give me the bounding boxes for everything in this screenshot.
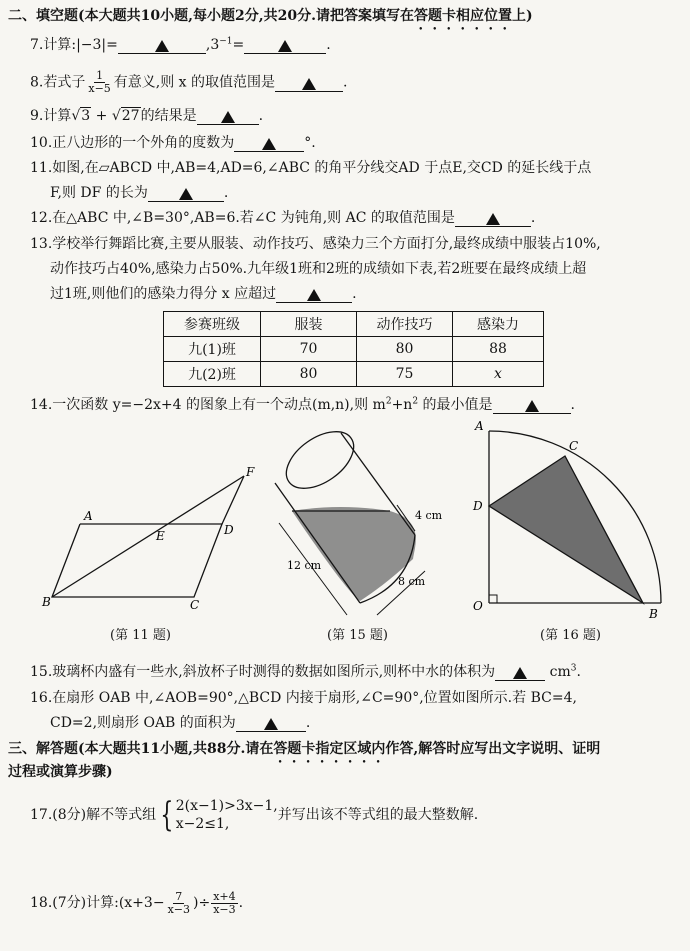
cup-rim: [276, 420, 363, 500]
q11-end: .: [223, 185, 229, 201]
triangle-icon: [179, 188, 193, 200]
q8-answer-blank[interactable]: [275, 76, 343, 92]
label-o: O: [473, 599, 483, 613]
q9-sqrt-2: 27: [121, 108, 140, 124]
figure-16: [465, 420, 680, 620]
label-b: B: [649, 607, 658, 621]
table-header-row: [164, 312, 544, 337]
label-a: A: [475, 419, 484, 433]
label-b: B: [42, 595, 51, 609]
question-13-line-1: [30, 234, 601, 254]
q15-answer-blank[interactable]: [495, 665, 545, 681]
q15-unit-sup: 3: [570, 663, 577, 674]
table-cell: 80: [261, 362, 357, 387]
q18-f2-num: x+4: [213, 889, 236, 903]
q13-number: 13.: [30, 236, 53, 252]
parallelogram-abcd: [52, 524, 222, 597]
dim-8cm: 8 cm: [398, 575, 426, 588]
q14-text-a: 一次函数 y=−2x+4 的图象上有一个动点(m,n),则 m: [52, 397, 386, 413]
q17-score: (8分): [52, 807, 87, 823]
q14-sup-2: 2: [412, 396, 419, 407]
q9-end: .: [258, 108, 264, 124]
q8-text-b: 有意义,则 x 的取值范围是: [113, 74, 276, 91]
table-cell: 70: [261, 337, 357, 362]
q9-sqrt-1: 3: [81, 108, 91, 124]
q18-f2-den: x−3: [213, 902, 236, 916]
table-header-cell: 参赛班级: [164, 312, 261, 337]
figure-11: [40, 462, 270, 622]
q10-number: 10.: [30, 135, 53, 151]
q18-number: 18.: [30, 895, 53, 911]
question-8: [30, 70, 347, 95]
figure-15: [265, 425, 465, 625]
section3-title: 三、解答题: [8, 741, 78, 757]
question-14: [30, 395, 575, 415]
q8-end: .: [343, 74, 348, 91]
q10-end: °.: [304, 135, 316, 151]
q9-plus: +: [91, 108, 112, 124]
q9-answer-blank[interactable]: [197, 109, 259, 125]
question-11-line-2: [50, 183, 228, 203]
q13-line2: 动作技巧占40%,感染力占50%.九年级1班和2班的成绩如下表,若2班要在最终成绩上超: [50, 261, 587, 277]
q12-end: .: [530, 210, 536, 226]
q15-end: .: [576, 664, 581, 680]
q18-end: .: [238, 895, 244, 911]
question-16-line-1: [30, 688, 577, 708]
q16-line2: CD=2,则扇形 OAB 的面积为: [50, 715, 236, 731]
q8-text-a: 若式子: [43, 74, 86, 91]
triangle-icon: [264, 718, 278, 730]
triangle-bcd: [489, 456, 643, 603]
brace-icon: {: [160, 795, 174, 835]
triangle-icon: [302, 78, 316, 90]
section2-note-b: 上): [511, 8, 533, 24]
q16-answer-blank[interactable]: [236, 716, 306, 732]
q12-answer-blank[interactable]: [455, 211, 531, 227]
table-cell: 80: [357, 337, 453, 362]
table-cell: 九(1)班: [164, 337, 261, 362]
q8-number: 8.: [30, 74, 44, 91]
q18-score: (7分): [52, 895, 87, 911]
question-18: [30, 888, 243, 918]
q16-number: 16.: [30, 690, 53, 706]
table-cell: x: [453, 362, 544, 387]
q13-line3: 过1班,则他们的感染力得分 x 应超过: [50, 286, 277, 302]
q11-line1: 如图,在▱ABCD 中,AB=4,AD=6,∠ABC 的角平分线交AD 于点E,交CD 的延长线于点: [52, 160, 592, 176]
q7-number: 7.: [30, 37, 44, 53]
triangle-icon: [525, 400, 539, 412]
table-row: [164, 337, 544, 362]
table-cell: 88: [453, 337, 544, 362]
question-13-line-3: [50, 284, 357, 304]
triangle-icon: [486, 213, 500, 225]
right-angle-o: [489, 595, 497, 603]
q14-text-b: +n: [391, 397, 413, 413]
q13-answer-blank[interactable]: [276, 287, 352, 303]
q17-ineq-1: 2(x−1)>3x−1,: [175, 798, 278, 814]
question-9: 9.计算√3 + √27的结果是 .: [30, 108, 264, 124]
section3-line2: 过程或演算步骤): [8, 764, 113, 780]
table-row: [164, 362, 544, 387]
table-header-cell: 动作技巧: [357, 312, 453, 337]
q18-text-a: 计算:(x+3−: [86, 895, 165, 911]
q18-f1-den: x−3: [167, 902, 190, 916]
q15-text: 玻璃杯内盛有一些水,斜放杯子时测得的数据如图所示,则杯中水的体积为: [52, 664, 496, 680]
question-7: [30, 35, 331, 55]
q8-frac-num: 1: [96, 69, 104, 82]
section3-header-line-2: [8, 762, 113, 782]
label-d: D: [473, 499, 483, 513]
label-c: C: [190, 598, 200, 612]
question-15: [30, 662, 581, 682]
dim-12cm: 12 cm: [287, 559, 322, 572]
figure-11-caption: (第 11 题): [110, 628, 171, 643]
table-cell: 75: [357, 362, 453, 387]
label-d: D: [224, 523, 234, 537]
q7-text-a: 计算:|−3|=: [43, 37, 118, 53]
section2-note-a: (本大题共10小题,每小题2分,共20分.请把答案填写在: [78, 8, 414, 24]
question-13-line-2: [50, 259, 586, 279]
q11-number: 11.: [30, 160, 53, 176]
q14-number: 14.: [30, 397, 53, 413]
question-16-line-2: [50, 713, 310, 733]
section2-title: 二、填空题: [8, 8, 78, 24]
triangle-icon: [513, 667, 527, 679]
question-17: [30, 796, 478, 834]
q9-text-b: 的结果是: [140, 108, 197, 124]
section2-note-dotted: 答题卡相应位置: [413, 8, 512, 24]
q14-answer-blank[interactable]: [493, 398, 571, 414]
q17-ineq-2: x−2≤1,: [175, 816, 230, 832]
table-header-cell: 感染力: [453, 312, 544, 337]
triangle-icon: [221, 111, 235, 123]
q11-answer-blank[interactable]: [148, 186, 224, 202]
q12-text: 在△ABC 中,∠B=30°,AB=6.若∠C 为钝角,则 AC 的取值范围是: [52, 210, 455, 226]
section3-note-b: 作答,解答时应写出文字说明、证明: [385, 741, 601, 757]
q12-number: 12.: [30, 210, 53, 226]
q8-frac-den: x−5: [88, 82, 111, 95]
q8-fraction: [86, 70, 112, 95]
triangle-icon: [262, 138, 276, 150]
q10-answer-blank[interactable]: [234, 136, 304, 152]
q9-number: 9.: [30, 108, 44, 124]
section2-header: [8, 6, 533, 33]
q16-end: .: [305, 715, 311, 731]
q7-text-c: =: [232, 37, 245, 53]
q7-end: .: [326, 37, 331, 53]
q14-text-c: 的最小值是: [418, 397, 493, 413]
q13-line1: 学校举行舞蹈比赛,主要从服装、动作技巧、感染力三个方面打分,最终成绩中服装占10%,: [52, 236, 601, 252]
q16-line1: 在扇形 OAB 中,∠AOB=90°,△BCD 内接于扇形,∠C=90°,位置如图所示.若 BC=4,: [52, 690, 577, 706]
q7-answer-blank-1[interactable]: [118, 38, 206, 54]
q11-line2: F,则 DF 的长为: [50, 185, 148, 201]
q7-text-b: ,3: [205, 37, 220, 53]
q17-text-b: 并写出该不等式组的最大整数解.: [277, 807, 479, 823]
question-10: [30, 133, 316, 153]
q10-text: 正八边形的一个外角的度数为: [52, 135, 235, 151]
line-b-f: [52, 476, 244, 597]
triangle-icon: [278, 40, 292, 52]
question-11-line-1: [30, 158, 591, 178]
figure-16-caption: (第 16 题): [540, 628, 601, 643]
q9-text-a: 计算: [43, 108, 72, 124]
q15-unit: cm: [545, 664, 571, 680]
figure-15-caption: (第 15 题): [327, 628, 388, 643]
label-f: F: [246, 465, 255, 479]
q17-text-a: 解不等式组: [86, 807, 157, 823]
q14-sup-1: 2: [385, 396, 392, 407]
label-e: E: [156, 529, 165, 543]
dim-4cm: 4 cm: [415, 509, 443, 522]
triangle-icon: [307, 289, 321, 301]
q14-end: .: [570, 397, 575, 413]
table-header-cell: 服装: [261, 312, 357, 337]
q13-end: .: [352, 286, 357, 302]
q18-fraction-1: [166, 891, 192, 916]
q17-number: 17.: [30, 807, 53, 823]
table-cell: 九(2)班: [164, 362, 261, 387]
question-12: [30, 208, 535, 228]
section3-note-dotted: 答题卡指定区域内: [273, 741, 386, 757]
q7-exponent: −1: [219, 36, 233, 47]
label-a: A: [84, 509, 93, 523]
q7-answer-blank-2[interactable]: [244, 38, 326, 54]
section3-note-a: (本大题共11小题,共88分.请在: [78, 741, 274, 757]
label-c: C: [569, 439, 579, 453]
q18-fraction-2: [211, 891, 237, 916]
q18-f1-num: 7: [175, 889, 183, 903]
q15-number: 15.: [30, 664, 53, 680]
score-table: [163, 311, 544, 387]
q18-text-b: )÷: [192, 895, 211, 911]
triangle-icon: [155, 40, 169, 52]
q17-inequality-system: [156, 797, 278, 833]
